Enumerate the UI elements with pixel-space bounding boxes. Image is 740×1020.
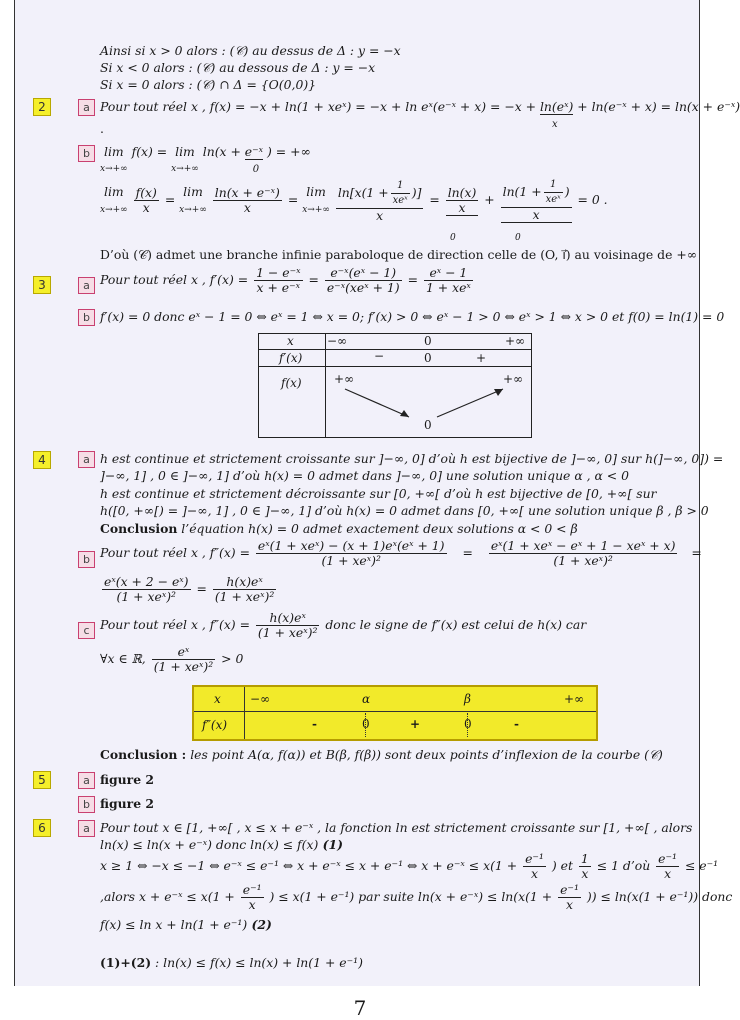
- q2b-line-2: lim x→+∞ $\frac{f(x)}{x}$ = lim x→+∞ $\frac{\text{ln(x + e⁻ˣ)}}{x}$ = lim x→+∞ ln[x(1 + $\frac{1}{\text{xeˣ}}$ )] x = $\frac{\ln(x)}{x}$ + ln(1 + $\frac{1}{\text{xeˣ}}$ ) x = 0 .: [100, 179, 608, 223]
- part-label-4c: c: [78, 622, 95, 639]
- vt-sign-plus: +: [476, 351, 487, 365]
- q4a-conclusion: Conclusion l’équation h(x) = 0 admet exactement deux solutions α < 0 < β: [100, 521, 578, 536]
- q4a-line-1: h est continue et strictement croissante sur ]−∞, 0] d’où h est bijective de ]−∞, 0] sur h(]−∞, 0]) =: [100, 451, 724, 466]
- question-number-6: 6: [33, 819, 51, 837]
- st-pinf: +∞: [564, 692, 585, 706]
- st-sign-1: -: [312, 717, 317, 731]
- vt-f-label: f(x): [281, 376, 302, 390]
- part-label-5b: b: [78, 796, 95, 813]
- sign-table-second-derivative: [192, 685, 598, 741]
- q4a-line-4: h([0, +∞[) = ]−∞, 1] , 0 ∈ ]−∞, 1] d’où h(x) = 0 admet dans [0, +∞[ une solution unique β , β > 0: [100, 503, 709, 518]
- q6-line-1: Pour tout x ∈ [1, +∞[ , x ≤ x + e⁻ˣ , la fonction ln est strictement croissante sur [1, +∞[ , alors: [100, 820, 693, 835]
- part-label-3a: a: [78, 277, 95, 294]
- q4a-line-2: ]−∞, 1] , 0 ∈ ]−∞, 1] d’où h(x) = 0 admet dans ]−∞, 0] une solution unique α , α < 0: [100, 468, 630, 483]
- q6-line-3: x ≥ 1 ⇔ −x ≤ −1 ⇔ e⁻ˣ ≤ e⁻¹ ⇔ x + e⁻ˣ ≤ x + e⁻¹ ⇔ x + e⁻ˣ ≤ x(1 + $\frac{\text{e⁻¹}}{x}$ ) et $\frac{1}{x}$ ≤ 1 d’où $\frac{\text{e⁻¹}}{x}$ ≤ e⁻¹: [100, 851, 719, 881]
- part-label-2b: b: [78, 145, 95, 162]
- st-sign-2: +: [410, 717, 421, 731]
- q6-line-5: f(x) ≤ ln x + ln(1 + e⁻¹) (2): [100, 917, 272, 932]
- q3b-text: f′(x) = 0 donc eˣ − 1 = 0 ⇔ eˣ = 1 ⇔ x = 0; f′(x) > 0 ⇔ eˣ − 1 > 0 ⇔ eˣ > 1 ⇔ x > 0 et f(0) = ln(1) = 0: [100, 309, 725, 324]
- vt-zero: 0: [424, 334, 432, 348]
- intro-line-2: Si x < 0 alors : (𝒞) au dessous de Δ : y = −x: [100, 60, 376, 75]
- st-sign-3: -: [514, 717, 519, 731]
- q2b-brace: e⁻ˣ 0: [244, 144, 264, 175]
- q2a-dot: .: [100, 121, 104, 136]
- q4a-line-3: h est continue et strictement décroissante sur [0, +∞[ d’où h est bijective de [0, +∞[ sur: [100, 486, 657, 501]
- vt-fp-label: f′(x): [279, 351, 303, 365]
- intro-line-1: Ainsi si x > 0 alors : (𝒞) au dessus de Δ : y = −x: [100, 43, 401, 58]
- variation-table: [258, 333, 532, 438]
- vt-f-minf: +∞: [334, 372, 355, 386]
- q5b-text: figure 2: [100, 796, 155, 811]
- vt-sign-minus: −: [374, 349, 385, 363]
- st-alpha: α: [362, 692, 371, 706]
- q6-line-2: ln(x) ≤ ln(x + e⁻ˣ) donc ln(x) ≤ f(x) (1): [100, 837, 343, 852]
- vt-x-label: x: [287, 334, 294, 348]
- q6-line-4: ,alors x + e⁻ˣ ≤ x(1 + $\frac{\text{e⁻¹}}{x}$ ) ≤ x(1 + e⁻¹) par suite ln(x + e⁻ˣ) ≤ ln(x(1 + $\frac{\text{e⁻¹}}{x}$ )) ≤ ln(x(1 + e⁻¹)) donc: [100, 882, 733, 912]
- vt-minf: −∞: [327, 334, 348, 348]
- question-number-5: 5: [33, 771, 51, 789]
- q4c-line-2: ∀x ∈ ℝ, $\frac{\text{eˣ}}{\text{(1 + xeˣ)²}}$ > 0: [100, 644, 244, 674]
- page-number: 7: [353, 996, 367, 1020]
- q2-under-zero-2: 0: [515, 233, 521, 243]
- vt-sign-zero: 0: [424, 351, 432, 365]
- question-number-4: 4: [33, 451, 51, 469]
- part-label-4a: a: [78, 451, 95, 468]
- vt-f-zero: 0: [424, 418, 432, 432]
- q2-under-zero-1: 0: [450, 233, 456, 243]
- q4c-line-1: Pour tout réel x , f″(x) = $\frac{\text{h(x)eˣ}}{\text{(1 + xeˣ)²}}$ donc le signe de f″(x) est celui de h(x) car: [100, 610, 587, 640]
- part-label-4b: b: [78, 551, 95, 568]
- q2a-text: Pour tout réel x , f(x) = −x + ln(1 + xeˣ) = −x + ln eˣ(e⁻ˣ + x) = −x + ln(eˣ) x + ln(e⁻ˣ + x) = ln(x + e⁻ˣ): [100, 99, 740, 130]
- vt-f-pinf: +∞: [503, 372, 524, 386]
- q2-conclusion: D’où (𝒞) admet une branche infinie paraboloque de direction celle de (O, i⃗) au voisinage de +∞: [100, 247, 698, 262]
- q5a-text: figure 2: [100, 772, 155, 787]
- q3a-text: Pour tout réel x , f′(x) = $\frac{\text{1 − e⁻ˣ}}{\text{x + e⁻ˣ}}$ = $\frac{\text{e⁻ˣ(eˣ − 1)}}{\text{e⁻ˣ(xeˣ + 1)}}$ = $\frac{\text{eˣ − 1}}{\text{1 + xeˣ}}$: [100, 265, 471, 295]
- part-label-6a: a: [78, 820, 95, 837]
- q4-conclusion: Conclusion : les point A(α, f(α)) et B(β, f(β)) sont deux points d’inflexion de la courbe (𝒞): [100, 747, 663, 762]
- q6-final: (1)+(2) : ln(x) ≤ f(x) ≤ ln(x) + ln(1 + e⁻¹): [100, 955, 363, 970]
- st-beta: β: [464, 692, 471, 706]
- q2a-brace: ln(eˣ) x: [539, 99, 574, 130]
- part-label-2a: a: [78, 99, 95, 116]
- st-zero-2: 0: [464, 717, 472, 731]
- q4b-line-1: Pour tout réel x , f″(x) = $\frac{\text{eˣ(1 + xeˣ) − (x + 1)eˣ(eˣ + 1)}}{\text{(1 + xeˣ)²}}$ = $\frac{\text{eˣ(1 + xeˣ − eˣ + 1 − xeˣ + x)}}{\text{(1 + xeˣ)²}}$ =: [100, 538, 702, 568]
- st-minf: −∞: [250, 692, 271, 706]
- vt-arrows: [259, 334, 531, 437]
- question-number-2: 2: [33, 98, 51, 116]
- st-fpp-label: f″(x): [202, 718, 228, 732]
- vt-pinf: +∞: [505, 334, 526, 348]
- part-label-5a: a: [78, 772, 95, 789]
- intro-line-3: Si x = 0 alors : (𝒞) ∩ Δ = {O(0,0)}: [100, 77, 317, 92]
- st-x-label: x: [214, 692, 221, 706]
- q2b-line-1: lim x→+∞ f(x) = lim x→+∞ ln(x + e⁻ˣ 0 ) = +∞: [100, 144, 311, 175]
- part-label-3b: b: [78, 309, 95, 326]
- q4b-line-2: $\frac{\text{eˣ(x + 2 − eˣ)}}{\text{(1 + xeˣ)²}}$ = $\frac{\text{h(x)eˣ}}{\text{(1 + xeˣ)²}}$: [104, 574, 275, 604]
- st-zero-1: 0: [362, 717, 370, 731]
- question-number-3: 3: [33, 276, 51, 294]
